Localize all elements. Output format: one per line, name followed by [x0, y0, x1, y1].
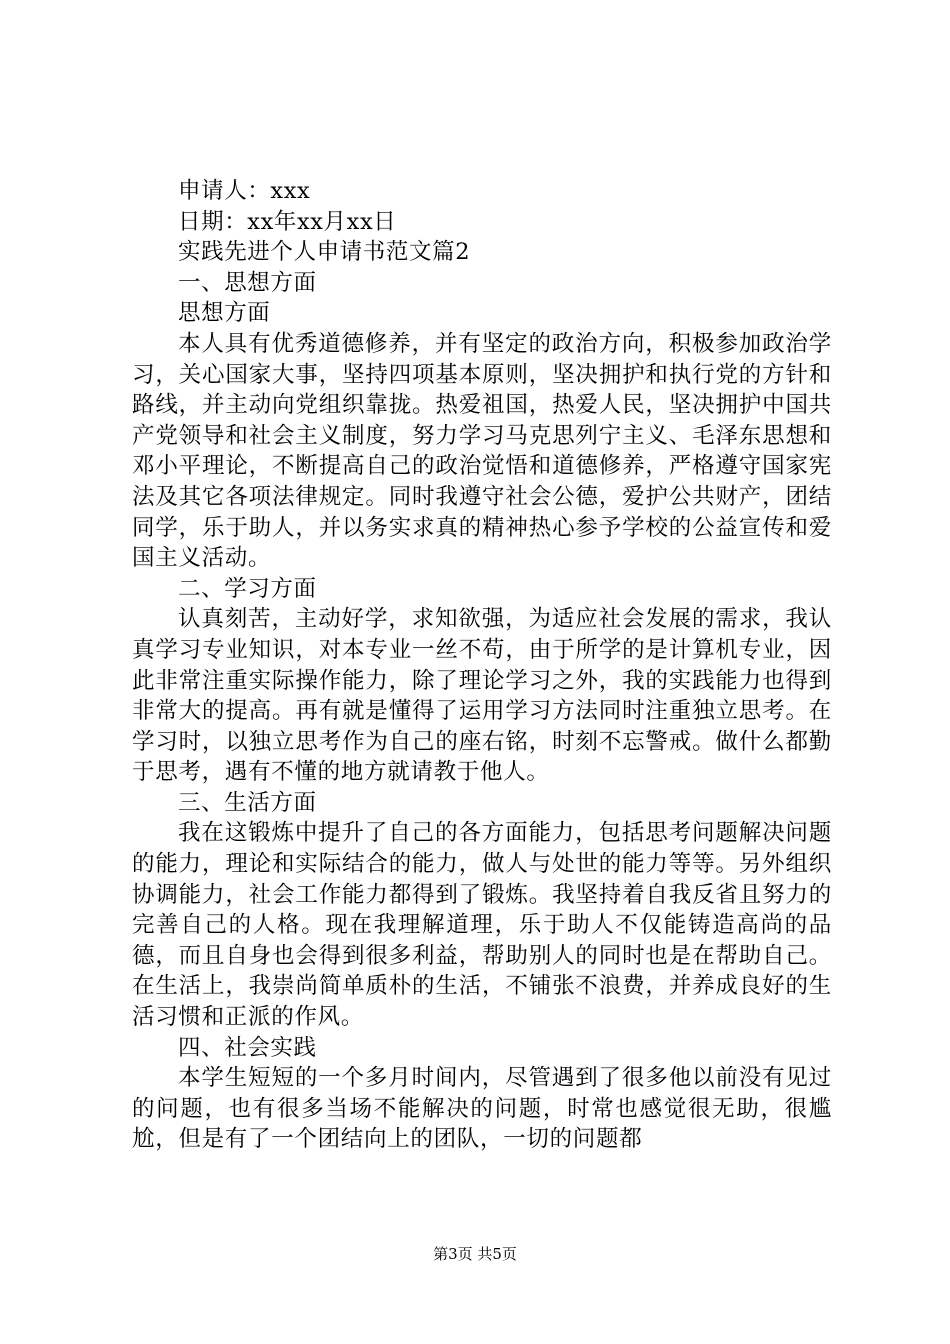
- document-body: [132, 176, 832, 1155]
- document-title: 实践先进个人申请书范文篇2: [178, 239, 471, 266]
- applicant-line: 申请人：xxx: [178, 178, 311, 204]
- page-number-footer: 第3页 共5页: [433, 1245, 517, 1263]
- paragraph-practice: 本学生短短的一个多月时间内，尽管遇到了很多他以前没有见过的问题，也有很多当场不能解决的问题，时常也感觉很无助，很尴尬，但是有了一个团结向上的团队，一切的问题都: [132, 1065, 832, 1153]
- paragraph-life: 我在这锻炼中提升了自己的各方面能力，包括思考问题解决问题的能力，理论和实际结合的能力，做人与处世的能力等等。另外组织协调能力，社会工作能力都得到了锻炼。我坚持着自我反省且努力的完善自己的人格。现在我理解道理，乐于助人不仅能铸造高尚的品德，而且自身也会得到很多利益，帮助别人的同时也是在帮助自己。在生活上，我崇尚简单质朴的生活，不铺张不浪费，并养成良好的生活习惯和正派的作风。: [132, 820, 832, 1031]
- paragraph-thought: 本人具有优秀道德修养，并有坚定的政治方向，积极参加政治学习，关心国家大事，坚持四项基本原则，坚决拥护和执行党的方针和路线，并主动向党组织靠拢。热爱祖国，热爱人民，坚决拥护中国共产党领导和社会主义制度，努力学习马克思列宁主义、毛泽东思想和邓小平理论，不断提高自己的政治觉悟和道德修养，严格遵守国家宪法及其它各项法律规定。同时我遵守社会公德，爱护公共财产，团结同学，乐于助人，并以务实求真的精神热心参予学校的公益宣传和爱国主义活动。: [132, 330, 832, 572]
- section-heading-life: 三、生活方面: [178, 789, 317, 816]
- section-heading-practice: 四、社会实践: [178, 1034, 317, 1061]
- section-subheading-thought: 思想方面: [178, 300, 271, 327]
- date-line: 日期：xx年xx月xx日: [178, 208, 397, 235]
- section-heading-study: 二、学习方面: [178, 575, 317, 602]
- section-heading-thought: 一、思想方面: [178, 269, 317, 296]
- paragraph-study: 认真刻苦，主动好学，求知欲强，为适应社会发展的需求，我认真学习专业知识，对本专业一丝不苟，由于所学的是计算机专业，因此非常注重实际操作能力，除了理论学习之外，我的实践能力也得到非常大的提高。再有就是懂得了运用学习方法同时注重独立思考。在学习时，以独立思考作为自己的座右铭，时刻不忘警戒。做什么都勤于思考，遇有不懂的地方就请教于他人。: [132, 606, 832, 786]
